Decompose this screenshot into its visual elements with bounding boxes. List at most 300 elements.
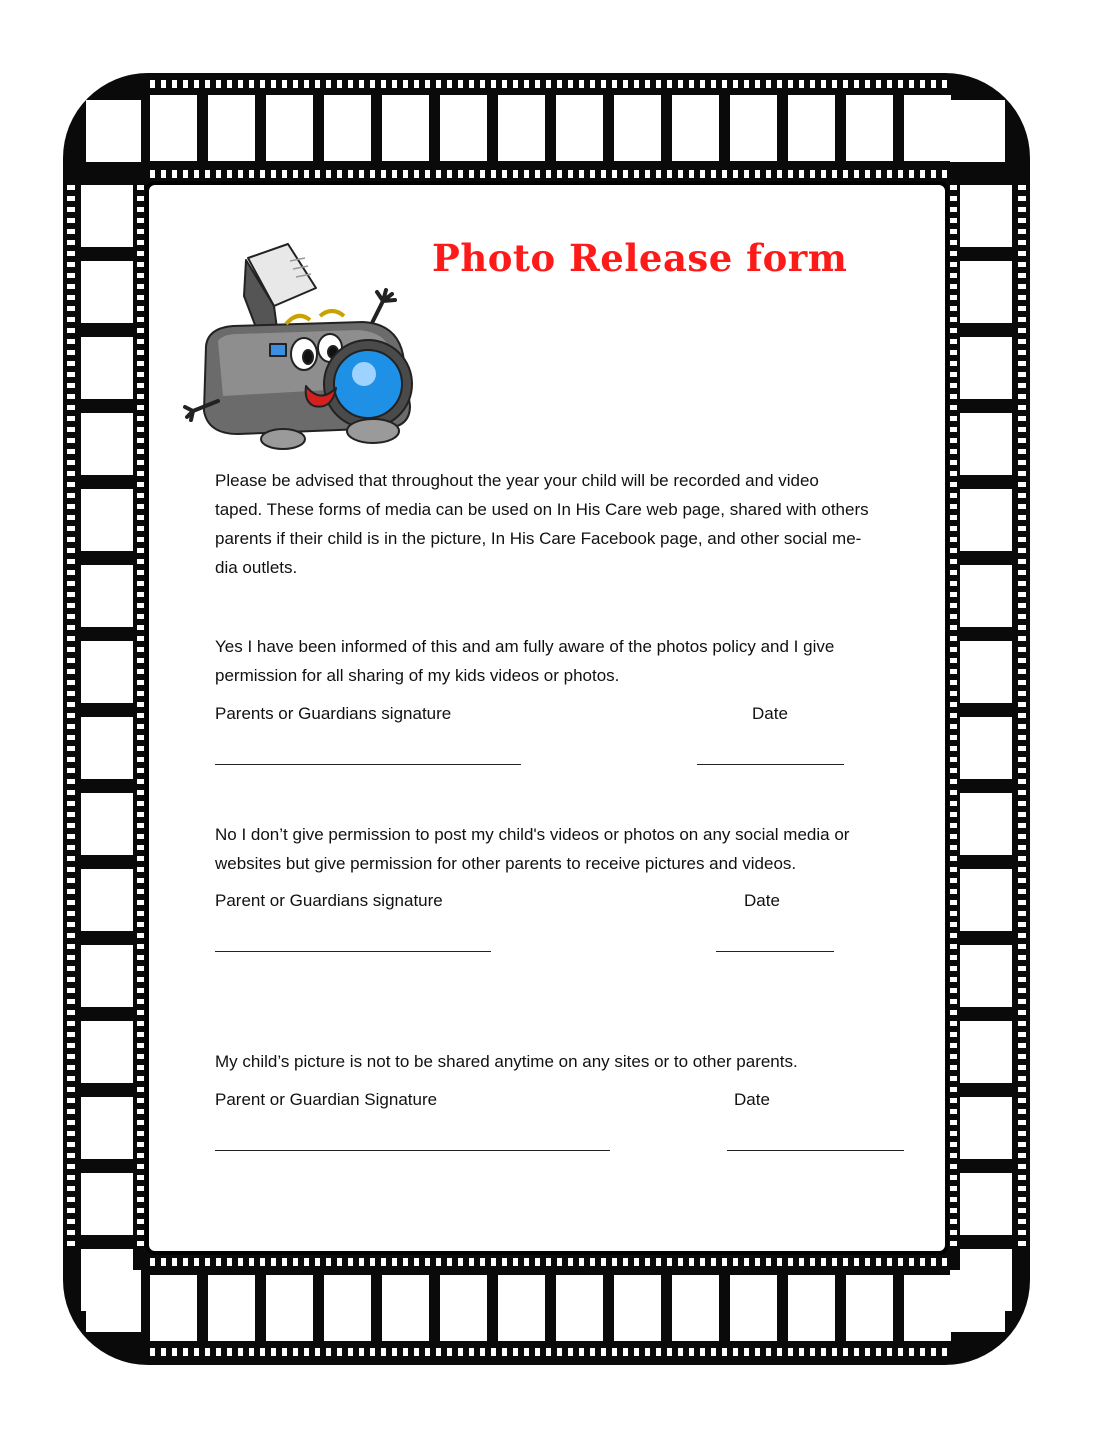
sprocket-hole <box>137 350 144 355</box>
sprocket-hole <box>1018 1131 1026 1136</box>
sprocket-hole <box>67 361 75 366</box>
sprocket-hole <box>67 1021 75 1026</box>
sprocket-hole <box>260 80 265 88</box>
sprocket-hole <box>733 170 738 178</box>
sprocket-hole <box>67 306 75 311</box>
sprocket-hole <box>67 262 75 267</box>
sprocket-hole <box>137 878 144 883</box>
sprocket-hole <box>909 80 914 88</box>
statement-line: websites but give permission for other parents to receive pictures and videos. <box>215 854 797 873</box>
sprocket-hole <box>137 966 144 971</box>
sprocket-hole <box>425 1258 430 1266</box>
sprocket-hole <box>950 845 957 850</box>
film-frame <box>81 869 133 931</box>
sprocket-hole <box>700 80 705 88</box>
sprocket-hole <box>579 80 584 88</box>
sprocket-hole <box>469 170 474 178</box>
sprocket-hole <box>832 1258 837 1266</box>
sprocket-hole <box>1018 1120 1026 1125</box>
intro-line: Please be advised that throughout the year your child will be recorded and video <box>215 471 819 490</box>
sprocket-hole <box>623 170 628 178</box>
sprocket-hole <box>67 482 75 487</box>
sprocket-hole <box>161 170 166 178</box>
sprocket-hole <box>950 746 957 751</box>
sprocket-hole <box>370 1258 375 1266</box>
sprocket-hole <box>777 80 782 88</box>
sprocket-hole <box>1018 229 1026 234</box>
sprocket-hole <box>865 1348 870 1356</box>
sprocket-hole <box>950 515 957 520</box>
sprocket-hole <box>249 170 254 178</box>
sprocket-hole <box>216 1348 221 1356</box>
signature-line[interactable] <box>215 951 491 952</box>
sprocket-hole <box>1018 515 1026 520</box>
sprocket-hole <box>1018 482 1026 487</box>
date-line[interactable] <box>727 1150 904 1151</box>
sprocket-hole <box>137 779 144 784</box>
sprocket-hole <box>557 170 562 178</box>
sprocket-hole <box>950 812 957 817</box>
sprocket-hole <box>67 944 75 949</box>
sprocket-hole <box>67 801 75 806</box>
sprocket-hole <box>67 1043 75 1048</box>
sprocket-hole <box>414 1348 419 1356</box>
sprocket-hole <box>1018 867 1026 872</box>
sprocket-hole <box>67 790 75 795</box>
film-frame <box>950 100 1005 162</box>
film-frame <box>730 1275 777 1341</box>
sprocket-hole <box>950 1098 957 1103</box>
sprocket-hole <box>137 812 144 817</box>
sprocket-hole <box>67 603 75 608</box>
sprocket-hole <box>137 196 144 201</box>
sprocket-hole <box>67 735 75 740</box>
sprocket-hole <box>950 438 957 443</box>
film-frame <box>86 100 141 162</box>
sprocket-hole <box>766 170 771 178</box>
sprocket-hole <box>67 669 75 674</box>
sprocket-hole <box>942 80 947 88</box>
sprocket-hole <box>137 658 144 663</box>
sprocket-hole <box>623 80 628 88</box>
sprocket-hole <box>67 273 75 278</box>
sprocket-hole <box>161 80 166 88</box>
film-frame <box>730 95 777 161</box>
sprocket-hole <box>1018 922 1026 927</box>
sprocket-hole <box>1018 185 1026 190</box>
sprocket-hole <box>480 80 485 88</box>
sprocket-hole <box>137 537 144 542</box>
sprocket-hole <box>950 361 957 366</box>
sprocket-hole <box>137 636 144 641</box>
sprocket-hole <box>137 526 144 531</box>
sprocket-hole <box>623 1258 628 1266</box>
sprocket-hole <box>931 1348 936 1356</box>
sprocket-hole <box>271 80 276 88</box>
sprocket-hole <box>1018 955 1026 960</box>
sprocket-hole <box>1018 416 1026 421</box>
sprocket-hole <box>1018 680 1026 685</box>
sprocket-hole <box>216 1258 221 1266</box>
sprocket-hole <box>1018 295 1026 300</box>
film-frame <box>81 489 133 551</box>
sprocket-hole <box>821 80 826 88</box>
sprocket-hole <box>950 328 957 333</box>
film-frame <box>81 565 133 627</box>
sprocket-hole <box>546 1258 551 1266</box>
sprocket-hole <box>950 1230 957 1235</box>
sprocket-hole <box>67 856 75 861</box>
sprocket-hole <box>137 438 144 443</box>
sprocket-hole <box>137 295 144 300</box>
sprocket-hole <box>689 1348 694 1356</box>
sprocket-hole <box>348 80 353 88</box>
sprocket-hole <box>282 170 287 178</box>
sprocket-hole <box>137 724 144 729</box>
sprocket-hole <box>161 1258 166 1266</box>
sprocket-hole <box>950 1109 957 1114</box>
film-frame <box>788 95 835 161</box>
sprocket-hole <box>67 383 75 388</box>
sprocket-hole <box>645 1258 650 1266</box>
sprocket-hole <box>524 170 529 178</box>
sprocket-hole <box>950 1131 957 1136</box>
sprocket-hole <box>67 911 75 916</box>
film-frame <box>960 793 1012 855</box>
film-frame <box>672 1275 719 1341</box>
sprocket-hole <box>950 1241 957 1246</box>
sprocket-hole <box>137 1098 144 1103</box>
intro-line: taped. These forms of media can be used on In His Care web page, shared with others <box>215 500 869 519</box>
sprocket-hole <box>469 80 474 88</box>
sprocket-hole <box>238 1258 243 1266</box>
sprocket-hole <box>137 1208 144 1213</box>
sprocket-hole <box>67 834 75 839</box>
sprocket-hole <box>137 768 144 773</box>
sprocket-hole <box>799 170 804 178</box>
sprocket-hole <box>271 170 276 178</box>
sprocket-hole <box>1018 988 1026 993</box>
sprocket-hole <box>865 80 870 88</box>
sprocket-hole <box>67 570 75 575</box>
sprocket-hole <box>1018 570 1026 575</box>
sprocket-hole <box>950 878 957 883</box>
sprocket-hole <box>205 80 210 88</box>
sprocket-hole <box>447 170 452 178</box>
sprocket-hole <box>67 1098 75 1103</box>
sprocket-hole <box>260 1348 265 1356</box>
sprocket-hole <box>799 1348 804 1356</box>
sprocket-hole <box>67 185 75 190</box>
sprocket-hole <box>950 614 957 619</box>
sprocket-hole <box>950 350 957 355</box>
sprocket-hole <box>67 1175 75 1180</box>
sprocket-hole <box>67 1142 75 1147</box>
sprocket-hole <box>205 1258 210 1266</box>
date-label: Date <box>734 1090 770 1109</box>
sprocket-hole <box>843 1258 848 1266</box>
camera-clipart-icon <box>178 236 428 466</box>
sprocket-hole <box>950 218 957 223</box>
film-frame <box>81 1021 133 1083</box>
sprocket-hole <box>67 900 75 905</box>
sprocket-hole <box>667 170 672 178</box>
sprocket-hole <box>1018 449 1026 454</box>
sprocket-hole <box>137 284 144 289</box>
sprocket-hole <box>137 207 144 212</box>
sprocket-hole <box>524 1348 529 1356</box>
sprocket-hole <box>293 1258 298 1266</box>
film-frame <box>81 261 133 323</box>
sprocket-hole <box>634 80 639 88</box>
film-frame <box>208 95 255 161</box>
sprocket-hole <box>137 1087 144 1092</box>
sprocket-hole <box>1018 1065 1026 1070</box>
sprocket-hole <box>137 856 144 861</box>
sprocket-hole <box>601 170 606 178</box>
sprocket-hole <box>950 427 957 432</box>
sprocket-hole <box>612 1258 617 1266</box>
sprocket-hole <box>950 1197 957 1202</box>
sprocket-hole <box>326 170 331 178</box>
sprocket-hole <box>950 1043 957 1048</box>
sprocket-hole <box>909 1258 914 1266</box>
sprocket-hole <box>843 170 848 178</box>
sprocket-hole <box>950 735 957 740</box>
sprocket-hole <box>282 1258 287 1266</box>
sprocket-hole <box>392 170 397 178</box>
film-frame <box>86 1270 141 1332</box>
sprocket-hole <box>656 1348 661 1356</box>
sprocket-hole <box>137 1230 144 1235</box>
sprocket-hole <box>1018 328 1026 333</box>
sprocket-hole <box>491 1348 496 1356</box>
sprocket-hole <box>950 339 957 344</box>
sprocket-hole <box>733 80 738 88</box>
sprocket-hole <box>1018 196 1026 201</box>
sprocket-hole <box>67 867 75 872</box>
sprocket-hole <box>950 636 957 641</box>
sprocket-hole <box>766 80 771 88</box>
sprocket-hole <box>700 1258 705 1266</box>
sprocket-hole <box>137 416 144 421</box>
sprocket-hole <box>137 735 144 740</box>
sprocket-hole <box>535 80 540 88</box>
film-frame <box>960 413 1012 475</box>
sprocket-hole <box>950 757 957 762</box>
film-frame <box>382 1275 429 1341</box>
sprocket-hole <box>260 1258 265 1266</box>
sprocket-hole <box>950 416 957 421</box>
sprocket-hole <box>172 170 177 178</box>
sprocket-hole <box>950 1120 957 1125</box>
sprocket-hole <box>950 1010 957 1015</box>
sprocket-hole <box>950 779 957 784</box>
sprocket-hole <box>67 757 75 762</box>
sprocket-hole <box>950 185 957 190</box>
sprocket-hole <box>67 1054 75 1059</box>
sprocket-hole <box>1018 240 1026 245</box>
sprocket-hole <box>667 80 672 88</box>
film-frame <box>788 1275 835 1341</box>
sprocket-hole <box>777 1348 782 1356</box>
sprocket-hole <box>1018 614 1026 619</box>
sprocket-hole <box>733 1258 738 1266</box>
sprocket-hole <box>1018 757 1026 762</box>
sprocket-hole <box>898 80 903 88</box>
sprocket-hole <box>137 185 144 190</box>
sprocket-hole <box>348 1258 353 1266</box>
sprocket-hole <box>678 80 683 88</box>
sprocket-hole <box>1018 548 1026 553</box>
sprocket-hole <box>950 592 957 597</box>
sprocket-hole <box>1018 702 1026 707</box>
sprocket-hole <box>67 1065 75 1070</box>
sprocket-hole <box>67 1219 75 1224</box>
sprocket-hole <box>359 1348 364 1356</box>
sprocket-hole <box>137 1153 144 1158</box>
sprocket-hole <box>414 1258 419 1266</box>
sprocket-hole <box>137 1032 144 1037</box>
sprocket-hole <box>788 1348 793 1356</box>
sprocket-hole <box>137 1164 144 1169</box>
sprocket-hole <box>950 955 957 960</box>
sprocket-hole <box>67 680 75 685</box>
sprocket-hole <box>67 1164 75 1169</box>
sprocket-hole <box>137 317 144 322</box>
sprocket-hole <box>1018 1164 1026 1169</box>
sprocket-hole <box>1018 823 1026 828</box>
sprocket-hole <box>950 581 957 586</box>
sprocket-hole <box>645 80 650 88</box>
sprocket-hole <box>1018 372 1026 377</box>
sprocket-hole <box>1018 944 1026 949</box>
sprocket-hole <box>689 170 694 178</box>
sprocket-hole <box>1018 625 1026 630</box>
sprocket-hole <box>950 526 957 531</box>
sprocket-hole <box>678 1348 683 1356</box>
sprocket-hole <box>1018 636 1026 641</box>
sprocket-hole <box>950 548 957 553</box>
film-frame <box>960 1021 1012 1083</box>
sprocket-hole <box>392 1258 397 1266</box>
sprocket-hole <box>172 1258 177 1266</box>
film-frame <box>960 185 1012 247</box>
sprocket-hole <box>1018 801 1026 806</box>
sprocket-hole <box>67 1197 75 1202</box>
sprocket-hole <box>950 647 957 652</box>
sprocket-hole <box>137 1076 144 1081</box>
date-line[interactable] <box>697 764 844 765</box>
sprocket-hole <box>950 603 957 608</box>
sprocket-hole <box>1018 339 1026 344</box>
sprocket-hole <box>293 170 298 178</box>
sprocket-hole <box>137 889 144 894</box>
sprocket-hole <box>909 170 914 178</box>
sprocket-hole <box>876 1258 881 1266</box>
sprocket-hole <box>546 170 551 178</box>
sprocket-hole <box>67 251 75 256</box>
sprocket-hole <box>950 460 957 465</box>
sprocket-hole <box>898 170 903 178</box>
sprocket-hole <box>733 1348 738 1356</box>
sprocket-hole <box>854 170 859 178</box>
sprocket-hole <box>601 80 606 88</box>
sprocket-hole <box>436 1258 441 1266</box>
sprocket-hole <box>950 383 957 388</box>
film-frame <box>266 1275 313 1341</box>
signature-line[interactable] <box>215 1150 610 1151</box>
sprocket-hole <box>304 170 309 178</box>
sprocket-hole <box>832 80 837 88</box>
sprocket-hole <box>942 170 947 178</box>
sprocket-hole <box>1018 889 1026 894</box>
sprocket-hole <box>67 416 75 421</box>
sprocket-hole <box>1018 647 1026 652</box>
sprocket-hole <box>656 1258 661 1266</box>
sprocket-hole <box>67 218 75 223</box>
sprocket-hole <box>67 691 75 696</box>
statement-line: No I don’t give permission to post my child's videos or photos on any social media or <box>215 825 850 844</box>
sprocket-hole <box>282 1348 287 1356</box>
film-frame <box>960 261 1012 323</box>
sprocket-hole <box>67 1208 75 1213</box>
sprocket-hole <box>755 170 760 178</box>
sprocket-hole <box>194 1348 199 1356</box>
sprocket-hole <box>931 1258 936 1266</box>
sprocket-hole <box>137 988 144 993</box>
sprocket-hole <box>612 1348 617 1356</box>
sprocket-hole <box>137 867 144 872</box>
sprocket-hole <box>304 80 309 88</box>
sprocket-hole <box>137 1043 144 1048</box>
sprocket-hole <box>67 240 75 245</box>
sprocket-hole <box>337 170 342 178</box>
sprocket-hole <box>557 1348 562 1356</box>
sprocket-hole <box>865 170 870 178</box>
signature-label: Parent or Guardian Signature <box>215 1090 438 1109</box>
sprocket-hole <box>137 1197 144 1202</box>
sprocket-hole <box>137 460 144 465</box>
sprocket-hole <box>227 1348 232 1356</box>
sprocket-hole <box>249 1258 254 1266</box>
signature-line[interactable] <box>215 764 521 765</box>
sprocket-hole <box>950 768 957 773</box>
sprocket-hole <box>843 80 848 88</box>
sprocket-hole <box>67 449 75 454</box>
sprocket-hole <box>137 229 144 234</box>
sprocket-hole <box>667 1348 672 1356</box>
film-frame <box>846 95 893 161</box>
sprocket-hole <box>137 592 144 597</box>
sprocket-hole <box>137 1175 144 1180</box>
sprocket-hole <box>950 306 957 311</box>
sprocket-hole <box>67 768 75 773</box>
date-line[interactable] <box>716 951 834 952</box>
sprocket-hole <box>67 812 75 817</box>
sprocket-hole <box>612 170 617 178</box>
sprocket-hole <box>137 449 144 454</box>
sprocket-hole <box>950 493 957 498</box>
film-frame <box>382 95 429 161</box>
sprocket-hole <box>788 1258 793 1266</box>
date-label: Date <box>752 704 788 723</box>
sprocket-hole <box>950 966 957 971</box>
sprocket-hole <box>67 493 75 498</box>
sprocket-hole <box>1018 1142 1026 1147</box>
sprocket-hole <box>950 482 957 487</box>
sprocket-hole <box>1018 669 1026 674</box>
